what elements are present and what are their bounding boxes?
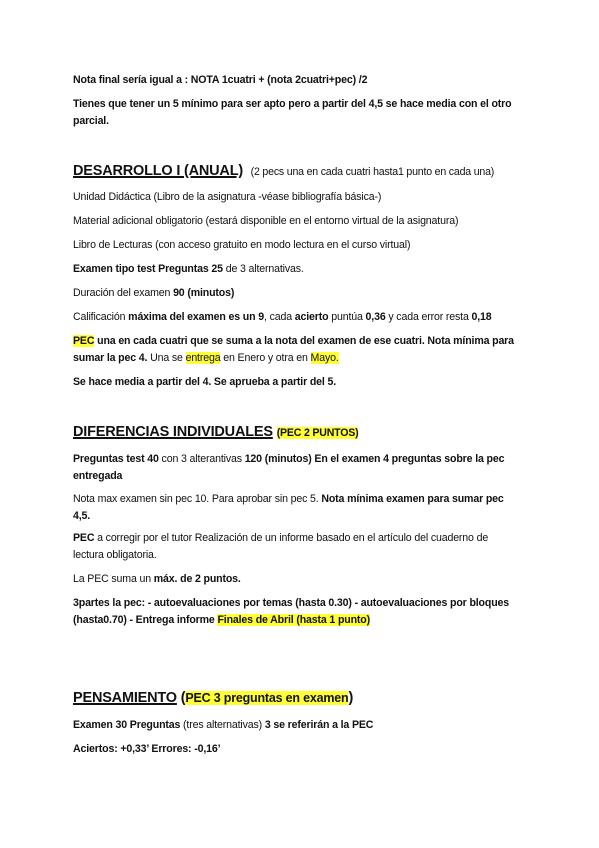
s2-exam-questions [73, 451, 533, 485]
pass-requirement-line1: Tienes que tener un 5 mínimo para ser apto pero a partir del 4,5 se hace media con el otro [73, 98, 512, 110]
s1-grading-t8: 0,18 [471, 311, 492, 323]
s3-exam-questions [73, 717, 533, 734]
s1-pec-t3: Una se [147, 352, 186, 364]
final-grade-formula: Nota final sería igual a : NOTA 1cuatri + (nota 2cuatri+pec) /2 [73, 74, 368, 86]
s1-grading-t5: puntúa [328, 311, 366, 323]
s1-grading-t2: máxima del examen es un 9 [128, 311, 264, 323]
s1-pec-t5: en Enero y otra en [220, 352, 311, 364]
s2-max-grade [73, 491, 533, 525]
section-diferencias-title: DIFERENCIAS INDIVIDUALES [73, 424, 273, 440]
s2-pec-t1: a corregir por el tutor Realización de un informe basado en el artículo del cuaderno de [94, 532, 489, 544]
s3-q-t3: 3 se referirán a la PEC [264, 719, 374, 731]
s1-pec-label: PEC [73, 335, 95, 347]
section-diferencias-tag: (PEC 2 PUNTOS) [276, 427, 359, 439]
s2-q-t3: 120 (minutos) En el examen 4 preguntas sobre la pec [244, 453, 505, 465]
s2-q-t4: entregada [73, 470, 123, 482]
s1-exam-grading [73, 309, 533, 326]
s2-q-t2: con 3 alterantivas [158, 453, 245, 465]
section-diferencias-heading [73, 422, 358, 443]
s2-parts-t1: 3partes la pec: - autoevaluaciones por temas (hasta 0.30) - autoevaluaciones por bloques [73, 597, 510, 609]
s1-exam-duration [73, 285, 533, 302]
section-pensamiento-heading [73, 688, 353, 708]
pass-requirement [73, 96, 533, 130]
section-desarrollo-heading [73, 161, 494, 182]
s3-q-t1: Examen 30 Preguntas [73, 719, 181, 731]
s1-duration-value: 90 (minutos) [173, 287, 235, 299]
s2-pec-max [73, 571, 533, 588]
s1-pec-t1: una en cada cuatri que se suma a la nota del examen de ese cuatri. Nota mínima para [94, 335, 514, 347]
s1-pec-t6: Mayo. [310, 352, 339, 364]
s2-q-t1: Preguntas test 40 [73, 453, 159, 465]
s1-exam-type-bold: Examen tipo test Preguntas 25 [73, 263, 223, 275]
s2-max-t1: Nota max examen sin pec 10. Para aprobar sin pec 5. [73, 493, 322, 505]
s1-duration-label: Duración del examen [73, 287, 174, 299]
s1-grading-t4: acierto [294, 311, 329, 323]
s2-pec-parts [73, 595, 533, 629]
s1-grading-t3: , cada [263, 311, 295, 323]
section-pensamiento-paren-close: ) [348, 690, 354, 706]
s2-pecmax-t2: máx. de 2 puntos. [153, 573, 241, 585]
s2-pecmax-t1: La PEC suma un [73, 573, 154, 585]
s1-exam-type-rest: de 3 alternativas. [222, 263, 304, 275]
s1-pec-t2: sumar la pec 4. [73, 352, 148, 364]
section-pensamiento-title: PENSAMIENTO [73, 690, 177, 706]
s2-max-t3: 4,5. [73, 510, 91, 522]
s1-grading-t1: Calificación [73, 311, 129, 323]
s1-grading-t7: y cada error resta [385, 311, 472, 323]
s1-exam-type [73, 261, 533, 278]
section-pensamiento-paren-open: ( [176, 690, 186, 706]
section-pensamiento-tag: PEC 3 preguntas en examen [185, 691, 349, 705]
s1-item-unidad: Unidad Didáctica (Libro de la asignatura -véase bibliografía básica-) [73, 191, 382, 203]
section-desarrollo-subtitle: (2 pecs una en cada cuatri hasta1 punto en cada una) [250, 166, 495, 178]
s1-pec-info [73, 333, 533, 367]
s3-scoring: Aciertos: +0,33’ Errores: -0,16’ [73, 743, 221, 755]
s2-max-t2: Nota mínima examen para sumar pec [321, 493, 504, 505]
s2-pec-info [73, 530, 533, 564]
s2-pec-t2: lectura obligatoria. [73, 549, 157, 561]
s2-pec-label: PEC [73, 532, 95, 544]
s3-q-t2: (tres alternativas) [180, 719, 265, 731]
s1-item-lecturas: Libro de Lecturas (con acceso gratuito en modo lectura en el curso virtual) [73, 239, 411, 251]
s1-grading-t6: 0,36 [365, 311, 386, 323]
s2-parts-t3: Finales de Abril (hasta 1 punto) [217, 614, 371, 626]
section-desarrollo-title: DESARROLLO I (ANUAL) [73, 163, 243, 179]
s1-pec-t4: entrega [185, 352, 221, 364]
s2-parts-t2: (hasta0.70) - Entrega informe [73, 614, 218, 626]
s1-average-rule: Se hace media a partir del 4. Se aprueba a partir del 5. [73, 376, 337, 388]
pass-requirement-line2: parcial. [73, 115, 109, 127]
s1-item-material: Material adicional obligatorio (estará disponible en el entorno virtual de la asignatura) [73, 215, 459, 227]
